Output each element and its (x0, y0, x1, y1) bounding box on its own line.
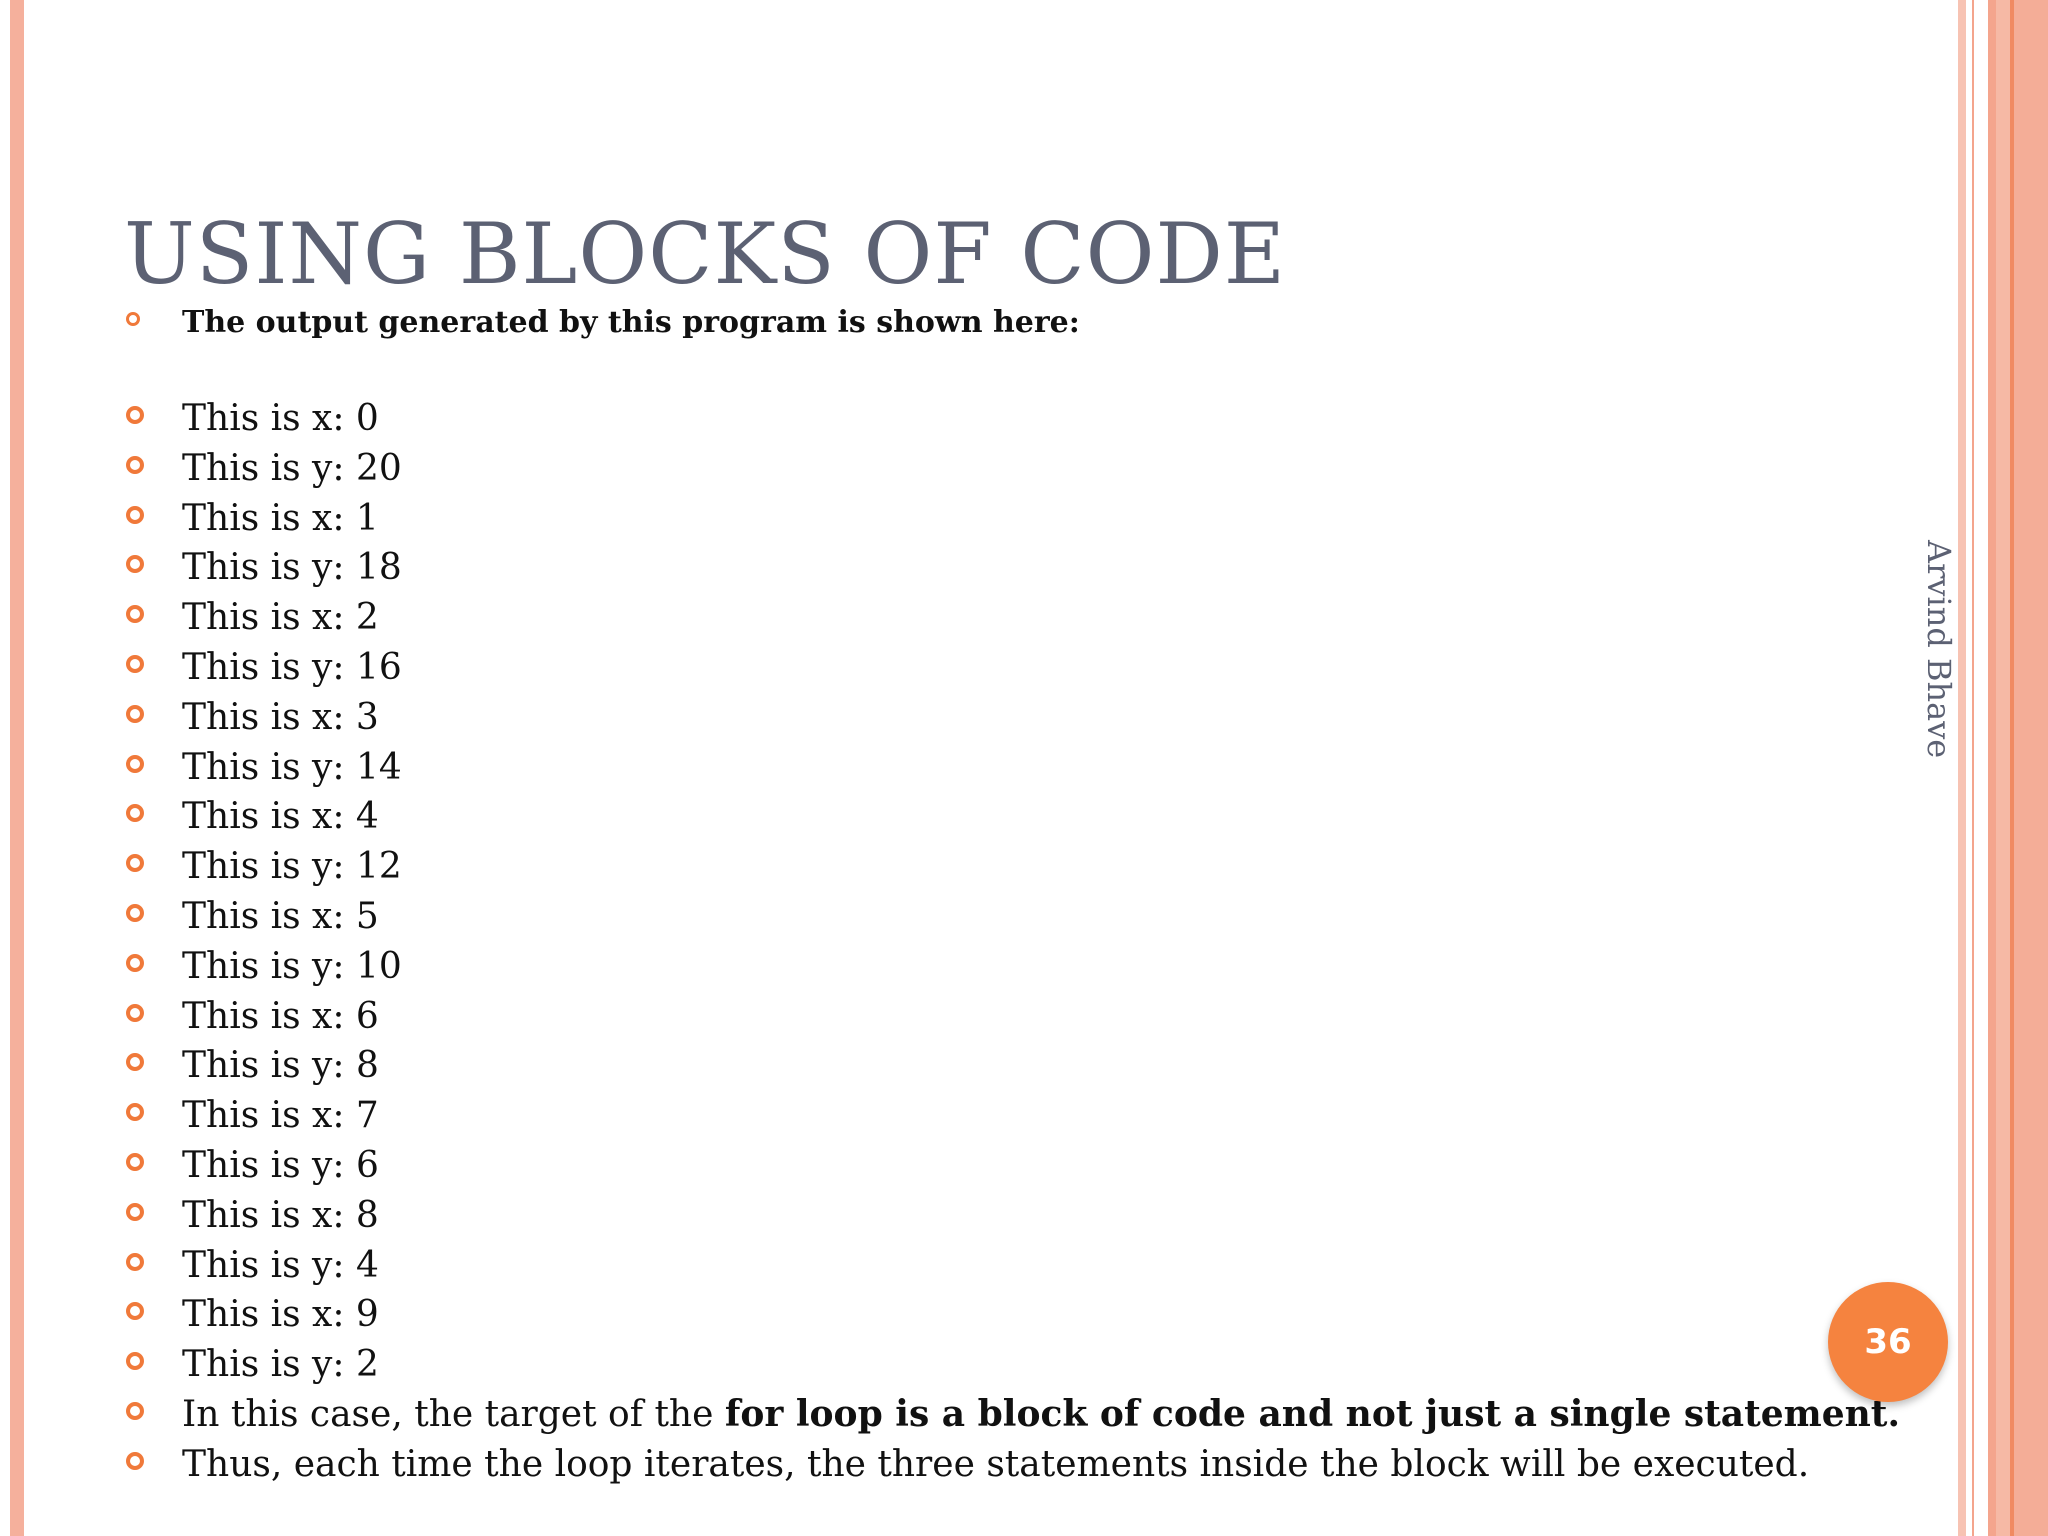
bullet-icon (126, 456, 144, 474)
bullet-icon (126, 854, 144, 872)
output-line (124, 942, 1884, 992)
left-border (10, 0, 24, 1536)
output-line (124, 494, 1884, 544)
slide-title: USING BLOCKS OF CODE (124, 205, 1287, 303)
output-line (124, 394, 1884, 444)
output-line (124, 593, 1884, 643)
output-line-text: This is x: 9 (182, 1294, 379, 1336)
output-line-text: This is x: 1 (182, 497, 379, 539)
output-line (124, 444, 1884, 494)
bullet-icon (126, 655, 144, 673)
right-border-stripe (1996, 0, 2010, 1536)
bullet-icon (126, 904, 144, 922)
bullet-icon (126, 312, 140, 326)
bullet-icon (126, 1203, 144, 1221)
explanation-bullet-2 (124, 1440, 1884, 1490)
bullet-icon (126, 1153, 144, 1171)
output-line-text: This is x: 2 (182, 597, 379, 639)
output-line-text: This is y: 10 (182, 945, 402, 987)
output-line-text: This is y: 4 (182, 1244, 379, 1286)
bullet-icon (126, 1352, 144, 1370)
intro-bullet (124, 300, 1884, 346)
output-line (124, 693, 1884, 743)
output-line-text: This is y: 18 (182, 547, 402, 589)
output-line (124, 842, 1884, 892)
bullet-icon (126, 506, 144, 524)
output-line (124, 992, 1884, 1042)
output-line-text: This is x: 7 (182, 1095, 379, 1137)
output-line (124, 543, 1884, 593)
output-line-text: This is y: 20 (182, 447, 402, 489)
output-line-text: This is x: 6 (182, 995, 379, 1037)
output-line-text: This is x: 5 (182, 895, 379, 937)
right-border-stripe (1958, 0, 1966, 1536)
output-line (124, 1091, 1884, 1141)
bullet-icon (126, 1004, 144, 1022)
bullet-icon (126, 1103, 144, 1121)
explanation-bullet-1 (124, 1390, 1900, 1440)
output-line-text: This is y: 16 (182, 646, 402, 688)
output-line-text: This is x: 4 (182, 796, 379, 838)
bullet-icon (126, 954, 144, 972)
intro-text: The output generated by this program is shown here: (182, 305, 1080, 340)
output-line (124, 1141, 1884, 1191)
output-line (124, 1241, 1884, 1291)
page-number-badge: 36 (1828, 1282, 1948, 1402)
output-list (124, 394, 1884, 1390)
output-line (124, 743, 1884, 793)
output-line (124, 792, 1884, 842)
right-border-stripe (1988, 0, 1996, 1536)
output-line-text: This is y: 6 (182, 1144, 379, 1186)
author-name: Arvind Bhave (1920, 540, 1958, 759)
bullet-icon (126, 1053, 144, 1071)
output-line-text: This is x: 8 (182, 1194, 379, 1236)
output-line-text: This is y: 2 (182, 1344, 379, 1386)
bullet-icon (126, 1253, 144, 1271)
bullet-icon (126, 555, 144, 573)
explanation-1-plain: In this case, the target of the (182, 1393, 725, 1435)
output-line-text: This is y: 12 (182, 846, 402, 888)
output-line-text: This is y: 8 (182, 1045, 379, 1087)
explanation-2: Thus, each time the loop iterates, the three statements inside the block will be executed. (182, 1443, 1810, 1485)
explanation-1-bold: for loop is a block of code and not just a single statement. (724, 1392, 1900, 1435)
bullet-icon (126, 1452, 144, 1470)
output-line (124, 643, 1884, 693)
right-border-stripe (2014, 0, 2048, 1536)
bullet-icon (126, 406, 144, 424)
output-line (124, 1041, 1884, 1091)
bullet-icon (126, 705, 144, 723)
right-border-stripe (1972, 0, 1974, 1536)
bullet-icon (126, 1402, 144, 1420)
bullet-icon (126, 1302, 144, 1320)
output-line (124, 1290, 1884, 1340)
output-line (124, 892, 1884, 942)
output-line (124, 1191, 1884, 1241)
bullet-icon (126, 804, 144, 822)
output-line-text: This is x: 3 (182, 696, 379, 738)
bullet-icon (126, 605, 144, 623)
output-line-text: This is y: 14 (182, 746, 402, 788)
output-line (124, 1340, 1884, 1390)
output-line-text: This is x: 0 (182, 398, 379, 439)
bullet-icon (126, 755, 144, 773)
